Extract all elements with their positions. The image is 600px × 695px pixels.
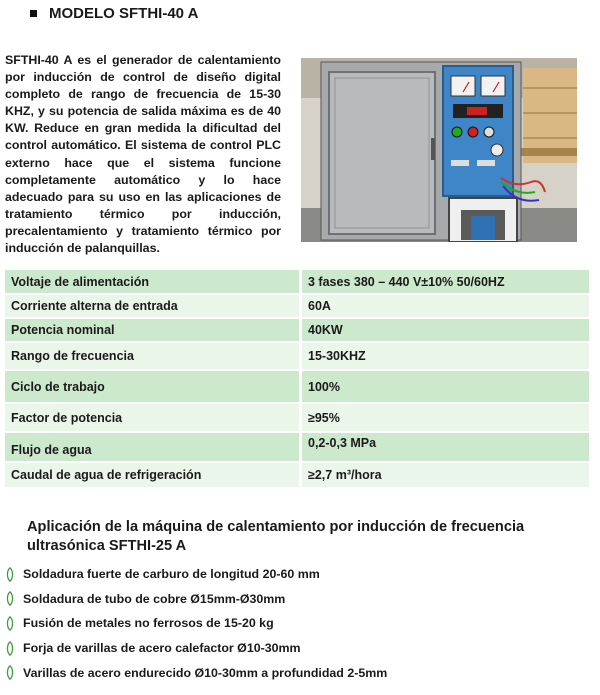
spec-label: Ciclo de trabajo [5, 370, 301, 403]
application-text: Soldadura de tubo de cobre Ø15mm-Ø30mm [23, 591, 286, 606]
leaf-bullet-icon [6, 665, 14, 680]
spec-value: 15-30KHZ [301, 342, 590, 370]
spec-value: 0,2-0,3 MPa [301, 432, 590, 462]
spec-value: ≥2,7 m³/hora [301, 462, 590, 488]
leaf-bullet-icon [6, 567, 14, 582]
table-row [5, 462, 589, 488]
spec-value: ≥95% [301, 403, 590, 432]
spec-label: Voltaje de alimentación [5, 270, 301, 294]
spec-value: 60A [301, 294, 590, 318]
applications-title: Aplicación de la máquina de calentamiento por inducción de frecuencia ultrasónica SFTHI-25 A [27, 519, 525, 554]
spec-label: Potencia nominal [5, 318, 301, 342]
spec-label: Flujo de agua [5, 432, 301, 462]
spec-label: Caudal de agua de refrigeración [5, 462, 301, 488]
leaf-bullet-icon [6, 591, 14, 606]
spec-label: Factor de potencia [5, 403, 301, 432]
induction-heater-illustration [301, 58, 577, 242]
spec-label: Rango de frecuencia [5, 342, 301, 370]
table-row [5, 270, 589, 294]
table-row [5, 318, 589, 342]
spec-value: 3 fases 380 – 440 V±10% 50/60HZ [301, 270, 590, 294]
intro-paragraph: SFTHI-40 A es el generador de calentamiento por inducción de control de diseño digital completo de rango de frecuencia de 15-30 KHZ, y su potencia de salida máxima es de 40 KW. Reduce en gran medida la dificultad del control automático. El sistema de control PLC externo hace que el sistema funcione completamente automático y lo hace adecuado para su uso en las aplicaciones de tratamiento térmico por inducción, precalentamiento y tratamiento térmico por inducción de palanquillas. [5, 53, 281, 256]
application-text: Forja de varillas de acero calefactor Ø10-30mm [23, 641, 301, 656]
spec-value: 40KW [301, 318, 590, 342]
list-item [6, 611, 387, 636]
machine-photo [301, 58, 577, 242]
spec-value: 100% [301, 370, 590, 403]
list-item [6, 636, 387, 661]
application-text: Fusión de metales no ferrosos de 15-20 kg [23, 616, 274, 631]
section-heading [30, 2, 198, 24]
square-bullet-icon [30, 10, 37, 17]
table-row [5, 342, 589, 370]
leaf-bullet-icon [6, 641, 14, 656]
list-item [6, 562, 387, 587]
applications-list [6, 562, 387, 685]
leaf-bullet-icon [6, 616, 14, 631]
spec-label: Corriente alterna de entrada [5, 294, 301, 318]
list-item [6, 587, 387, 612]
table-row [5, 294, 589, 318]
table-row [5, 432, 589, 462]
application-text: Soldadura fuerte de carburo de longitud 20-60 mm [23, 567, 320, 582]
application-text: Varillas de acero endurecido Ø10-30mm a profundidad 2-5mm [23, 665, 388, 680]
specs-table [5, 270, 589, 489]
model-title: MODELO SFTHI-40 A [49, 4, 199, 22]
list-item [6, 660, 387, 685]
table-row [5, 370, 589, 403]
table-row [5, 403, 589, 432]
